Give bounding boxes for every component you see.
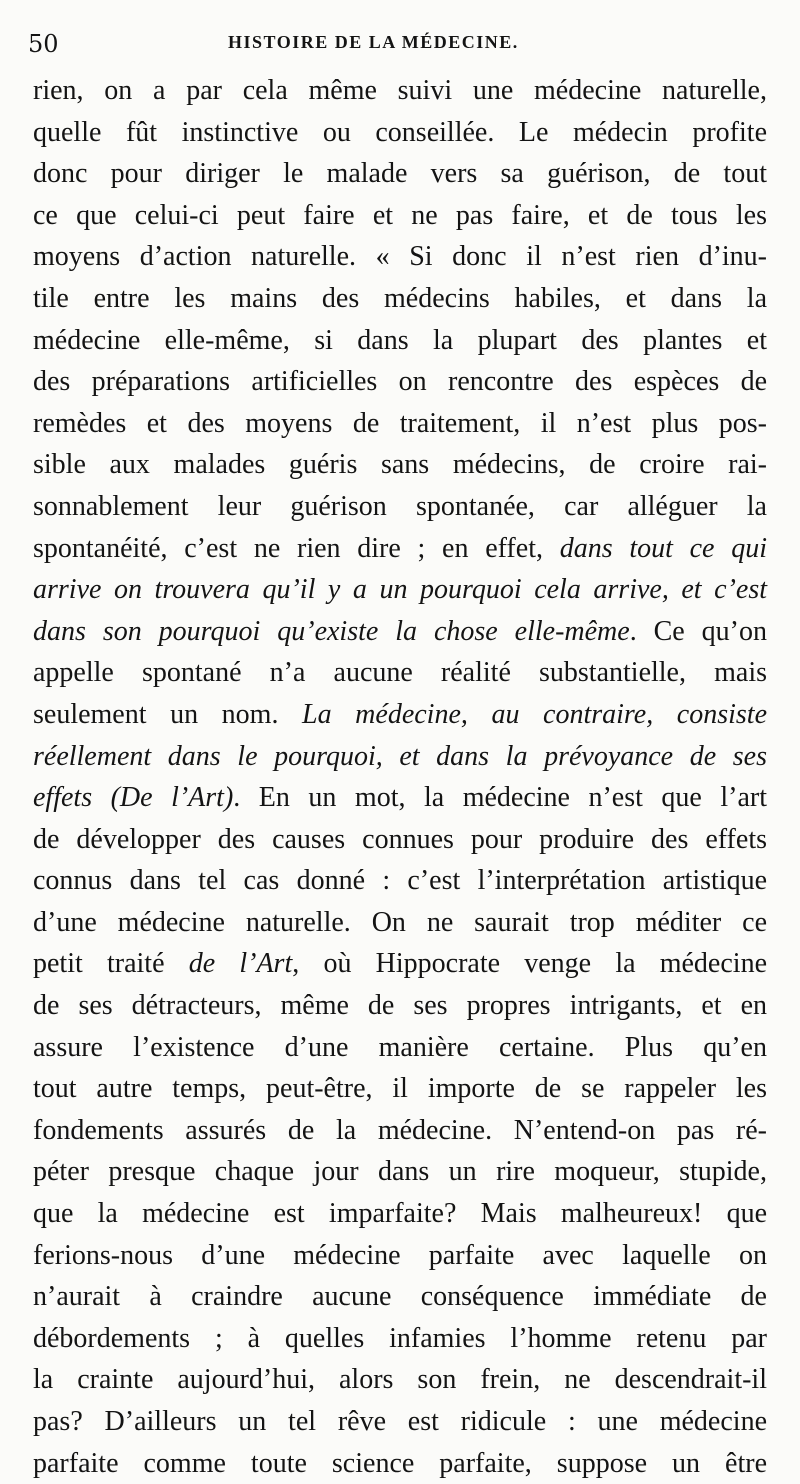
running-head: HISTOIRE DE LA MÉDECINE. [228,32,519,52]
body-text [33,70,767,1484]
text-segment: tile entre les mains des médecins habiles, et dans la [33,282,767,314]
italic-segment: réellement dans le pourquoi, et dans la prévoyance de ses [33,740,767,772]
text-line [33,153,767,195]
text-line [33,777,767,819]
italic-segment: La médecine, au contraire, consiste [302,698,767,730]
text-segment: petit traité [33,948,189,980]
italic-segment: dans tout ce qui [559,532,767,564]
text-segment: rien, on a par cela même suivi une médecine naturelle, [33,75,767,106]
text-segment: . Ce qu’on [629,615,767,647]
text-segment: péter presque chaque jour dans un rire moqueur, stupide, [33,1156,767,1188]
text-segment: quelle fût instinctive ou conseillée. Le médecin profite [33,116,767,148]
text-segment: la crainte aujourd’hui, alors son frein, ne descendrait-il [33,1364,767,1396]
text-segment: que la médecine est imparfaite? Mais malheureux! que [33,1198,767,1230]
text-line [33,528,767,570]
text-line [33,1235,767,1277]
page-header [28,30,770,62]
text-line [33,736,767,778]
text-line [33,902,767,944]
text-line [33,486,767,528]
text-segment: de ses détracteurs, même de ses propres intrigants, et en [33,990,767,1022]
text-line [33,1401,767,1443]
text-segment: appelle spontané n’a aucune réalité substantielle, mais [33,657,767,689]
text-line [33,1027,767,1069]
text-segment: d’une médecine naturelle. On ne saurait trop méditer ce [33,906,767,938]
text-line [33,403,767,445]
text-segment: connus dans tel cas donné : c’est l’interprétation artistique [33,865,767,897]
text-segment: . En un mot, la médecine n’est que l’art [233,782,767,814]
text-segment: , où Hippocrate venge la médecine [292,948,767,980]
text-segment: débordements ; à quelles infamies l’homme retenu par [33,1322,767,1354]
text-segment: seulement un nom. [33,698,303,730]
text-segment: sible aux malades guéris sans médecins, de croire rai- [33,449,767,481]
text-line [33,1443,767,1484]
text-line [33,1318,767,1360]
text-line [33,819,767,861]
text-segment: médecine elle-même, si dans la plupart des plantes et [33,324,767,356]
italic-segment: dans son pourquoi qu’existe la chose elle-même [33,615,630,647]
text-line [33,444,767,486]
page-number: 50 [28,30,59,58]
text-line [33,985,767,1027]
text-line [33,1110,767,1152]
text-segment: spontanéité, c’est ne rien dire ; en effet, [33,532,560,564]
text-segment: moyens d’action naturelle. « Si donc il n’est rien d’inu- [33,241,767,273]
text-segment: ferions-nous d’une médecine parfaite avec laquelle on [33,1239,767,1271]
text-segment: fondements assurés de la médecine. N’entend-on pas ré- [33,1114,767,1146]
italic-segment: arrive on trouvera qu’il y a un pourquoi cela arrive, et c’est [33,574,767,606]
text-line [33,278,767,320]
text-line [33,112,767,154]
text-line [33,611,767,653]
text-line [33,694,767,736]
text-segment: sonnablement leur guérison spontanée, car alléguer la [33,490,767,522]
text-line [33,569,767,611]
text-line [33,195,767,237]
text-line [33,361,767,403]
text-segment: n’aurait à craindre aucune conséquence immédiate de [33,1281,767,1313]
text-line [33,1193,767,1235]
text-segment: donc pour diriger le malade vers sa guérison, de tout [33,158,767,190]
text-line [33,860,767,902]
text-segment: assure l’existence d’une manière certaine. Plus qu’en [33,1031,767,1063]
text-line [33,1276,767,1318]
text-segment: pas? D’ailleurs un tel rêve est ridicule : une médecine [33,1406,767,1437]
text-line [33,1068,767,1110]
text-segment: ce que celui-ci peut faire et ne pas faire, et de tous les [33,199,767,231]
text-segment: remèdes et des moyens de traitement, il n’est plus pos- [33,407,767,439]
text-line [33,1151,767,1193]
text-segment: tout autre temps, peut-être, il importe de se rappeler les [33,1073,767,1105]
text-line [33,320,767,362]
text-line [33,70,767,112]
italic-segment: effets (De l’Art) [33,782,234,814]
text-segment: des préparations artificielles on rencontre des espèces de [33,366,767,398]
text-line [33,1359,767,1401]
text-line [33,652,767,694]
text-line [33,236,767,278]
text-segment: parfaite comme toute science parfaite, suppose un être [33,1447,767,1479]
italic-segment: de l’Art [188,948,293,980]
text-segment: de développer des causes connues pour produire des effets [33,823,767,855]
text-line [33,943,767,985]
